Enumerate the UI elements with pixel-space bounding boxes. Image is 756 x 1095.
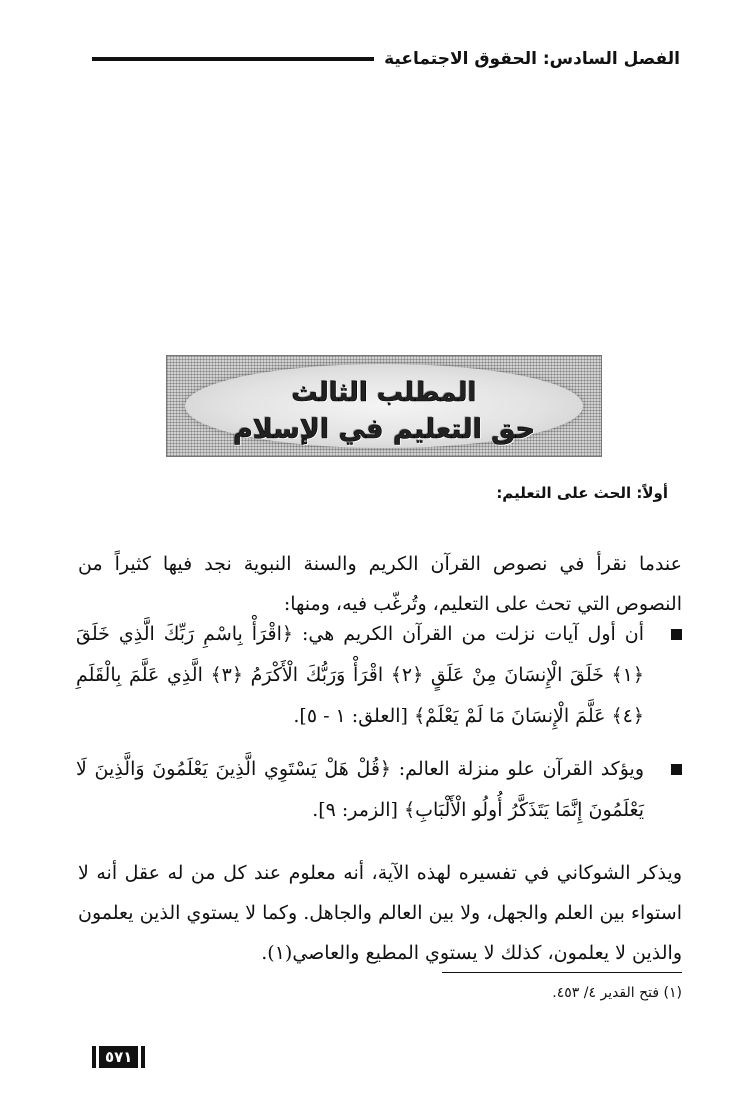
page-number-bar [92,1046,96,1068]
footnote-rule [442,972,682,973]
running-header [92,44,680,74]
commentary-paragraph: ويذكر الشوكاني في تفسيره لهذه الآية، أنه معلوم عند كل من له عقل أنه لا استواء بين العلم والجهل، ولا بين العالم والجاهل. وكما لا يستوي الذين يعلمون والذين لا يعلمون، كذلك لا يستوي المطيع والعاصي(١). [78,862,682,964]
page-number-value: ٥٧١ [99,1046,138,1068]
page-number-bar [141,1046,145,1068]
footnote: (١) فتح القدير ٤/ ٤٥٣. [552,985,682,1001]
bullet-item [76,614,686,737]
section-title-line2: حق التعليم في الإسلام [232,414,536,445]
header-rule [92,57,374,61]
bullet-text: أن أول آيات نزلت من القرآن الكريم هي: ﴿اقْرَأْ بِاسْمِ رَبِّكَ الَّذِي خَلَقَ ﴿١﴾ خَلَقَ الْإِنسَانَ مِنْ عَلَقٍ ﴿٢﴾ اقْرَأْ وَرَبُّكَ الْأَكْرَمُ ﴿٣﴾ الَّذِي عَلَّمَ بِالْقَلَمِ ﴿٤﴾ عَلَّمَ الْإِنسَانَ مَا لَمْ يَعْلَمْ﴾ [العلق: ١ - ٥]. [76,623,644,727]
section-title-box [166,355,602,457]
page-number [92,1045,145,1069]
section-title-line1: المطلب الثالث [291,378,477,408]
square-bullet-icon [671,629,682,640]
subheading: أولاً: الحث على التعليم: [496,484,668,502]
square-bullet-icon [671,764,682,775]
bullet-text: ويؤكد القرآن علو منزلة العالم: ﴿قُلْ هَلْ يَسْتَوِي الَّذِينَ يَعْلَمُونَ وَالَّذِينَ لَا يَعْلَمُونَ إِنَّمَا يَتَذَكَّرُ أُولُو الْأَلْبَابِ﴾ [الزمر: ٩]. [76,758,644,821]
bullet-item [76,749,686,831]
intro-paragraph: عندما نقرأ في نصوص القرآن الكريم والسنة النبوية نجد فيها كثيراً من النصوص التي تحث على التعليم، وتُرغّب فيه، ومنها: [78,553,682,615]
chapter-title: الفصل السادس: الحقوق الاجتماعية [384,49,680,69]
section-title-oval [185,364,583,448]
bullet-list [76,614,686,831]
